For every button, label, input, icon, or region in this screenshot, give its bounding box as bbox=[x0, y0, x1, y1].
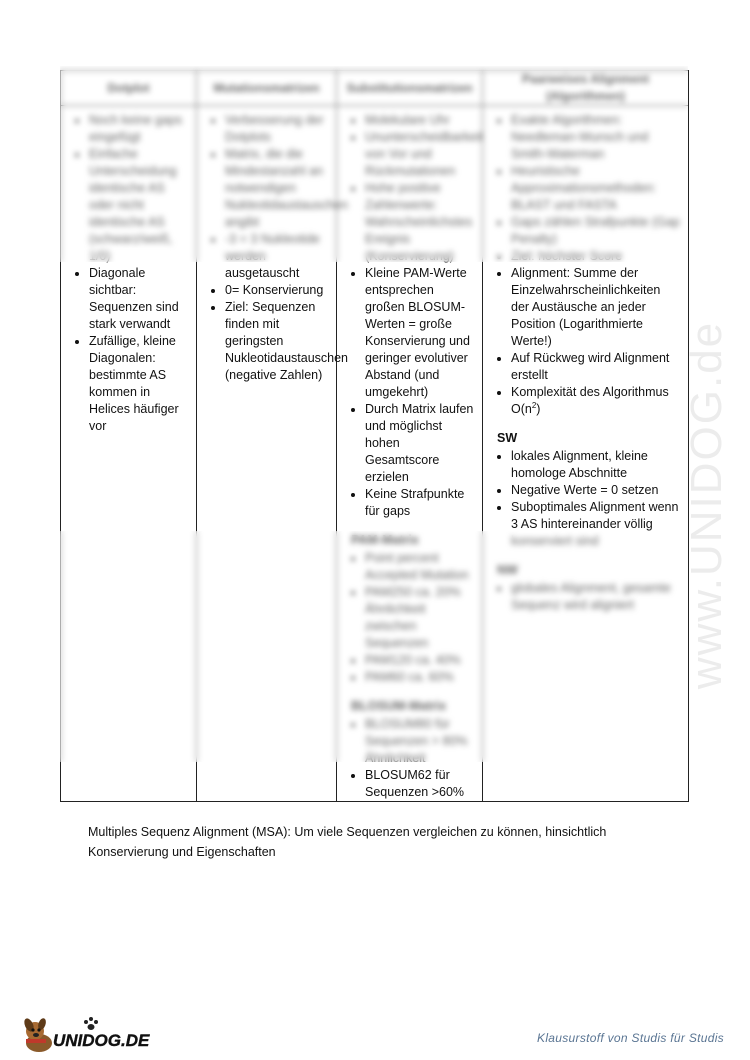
cell-substitutionsmatrizen bbox=[337, 106, 483, 802]
header-substitutionsmatrizen: Substitutionsmatrizen bbox=[337, 71, 483, 106]
list-item: • PAM250 ca. 20% Ähnlichkeit zwischen Sequenzen bbox=[365, 584, 474, 652]
nw-list bbox=[491, 580, 680, 614]
list-item: • Auf Rückweg wird Alignment erstellt bbox=[511, 350, 680, 384]
list-item: • lokales Alignment, kleine homologe Abschnitte bbox=[511, 448, 680, 482]
sw-title: SW bbox=[497, 431, 518, 445]
cell-paarweises-alignment bbox=[483, 106, 689, 802]
list-item: • Noch keine gaps eingefügt bbox=[89, 112, 188, 146]
list-item: • PAM120 ca. 40% bbox=[365, 652, 474, 669]
dotplot-list bbox=[69, 112, 188, 435]
list-item: • Kleine PAM-Werte entsprechen großen BLOSUM-Werten = große Konservierung und geringer evolutiver Abstand (und umgekehrt) bbox=[365, 265, 474, 401]
pam-list bbox=[345, 550, 474, 686]
nw-title: NW bbox=[497, 563, 518, 577]
blosum-list bbox=[345, 716, 474, 801]
alignment-list bbox=[491, 112, 680, 418]
list-item: • 0= Konservierung bbox=[225, 282, 328, 299]
footer-tagline: Klausurstoff von Studis für Studis bbox=[537, 1031, 724, 1045]
header-dotplot: Dotplot bbox=[61, 71, 197, 106]
pam-matrix-title: PAM-Matrix bbox=[351, 533, 419, 547]
table-row bbox=[61, 106, 689, 802]
mutation-list bbox=[205, 112, 348, 384]
list-item: • Ununterscheidbarkeit von Vor und Rückmutationen bbox=[365, 129, 474, 180]
complexity-exponent: 2 bbox=[531, 400, 537, 410]
list-item: • Zufällige, kleine Diagonalen: bestimmte AS kommen in Helices häufiger vor bbox=[89, 333, 188, 435]
list-item: • Ziel: höchster Score bbox=[511, 248, 680, 265]
list-item: • Durch Matrix laufen und möglichst hohen Gesamtscore erzielen bbox=[365, 401, 474, 486]
list-item: • Verbesserung der Dotplots bbox=[225, 112, 328, 146]
list-item: • Suboptimales Alignment wenn 3 AS hintereinander völlig konserviert sind bbox=[511, 499, 680, 550]
complexity-text: Komplexität des Algorithmus O(n bbox=[511, 385, 669, 416]
list-item: • BLOSUM80 für Sequenzen > 80% Ähnlichkeit bbox=[365, 716, 474, 767]
list-item: • Keine Strafpunkte für gaps bbox=[365, 486, 474, 520]
table-header-row bbox=[61, 71, 689, 106]
cell-mutationsmatrizen bbox=[197, 106, 348, 802]
list-item: • Hohe positive Zahlenwerte: Wahrscheinlichstes Ereignis (Konservierung) bbox=[365, 180, 474, 265]
list-item: • Alignment: Summe der Einzelwahrscheinlichkeiten der Austäusche an jeder Position (Logarithmierte Werte!) bbox=[511, 265, 680, 350]
complexity-close: ) bbox=[536, 402, 541, 416]
list-item: • Ziel: Sequenzen finden mit geringsten Nukleotidaustauschen (negative Zahlen) bbox=[225, 299, 328, 384]
list-item: • Exakte Algorithmen: Needleman-Wunsch und Smith-Waterman bbox=[511, 112, 680, 163]
comparison-table bbox=[60, 70, 688, 799]
header-paarweises-alignment: Paarweises Alignment (Algorithmen) bbox=[483, 71, 689, 106]
logo-text: UNIDOG.DE bbox=[53, 1031, 150, 1050]
watermark-text: www.UNIDOG.de bbox=[682, 320, 731, 690]
substitution-list bbox=[345, 112, 484, 520]
list-item: • Matrix, die die Mindestanzahl an notwendigen Nukleotidaustauschen angibt bbox=[225, 146, 328, 231]
list-item: • Point percent Accepted Mutation bbox=[365, 550, 474, 584]
list-item: • Molekulare Uhr bbox=[365, 112, 474, 129]
list-item: • Gaps zählen Strafpunkte (Gap Penalty) bbox=[511, 214, 680, 248]
cell-dotplot bbox=[61, 106, 197, 802]
list-item: • Diagonale sichtbar: Sequenzen sind stark verwandt bbox=[89, 265, 188, 333]
list-item: • BLOSUM62 für Sequenzen >60% bbox=[365, 767, 474, 801]
list-item bbox=[511, 384, 680, 418]
sw-list bbox=[491, 448, 680, 550]
list-item: • PAM60 ca. 60% bbox=[365, 669, 474, 686]
dog-logo-icon bbox=[20, 1013, 160, 1055]
blosum-matrix-title: BLOSUM-Matrix bbox=[351, 699, 447, 713]
list-item: • globales Alignment, gesamte Sequenz wird aligniert bbox=[511, 580, 680, 614]
msa-paragraph: Multiples Sequenz Alignment (MSA): Um viele Sequenzen vergleichen zu können, hinsichtlich Konservierung und Eigenschaften bbox=[88, 825, 607, 859]
list-item: • Heuristische Approximationsmethoden: BLAST und FASTA bbox=[511, 163, 680, 214]
list-item: • -3 = 3 Nukleotide werden ausgetauscht bbox=[225, 231, 328, 282]
list-item: • Einfache Unterscheidung identische AS oder nicht identische AS (schwarz/weiß, 1/0) bbox=[89, 146, 188, 265]
unidog-logo[interactable] bbox=[20, 1013, 160, 1055]
header-mutationsmatrizen: Mutationsmatrizen bbox=[197, 71, 337, 106]
list-item: • Negative Werte = 0 setzen bbox=[511, 482, 680, 499]
